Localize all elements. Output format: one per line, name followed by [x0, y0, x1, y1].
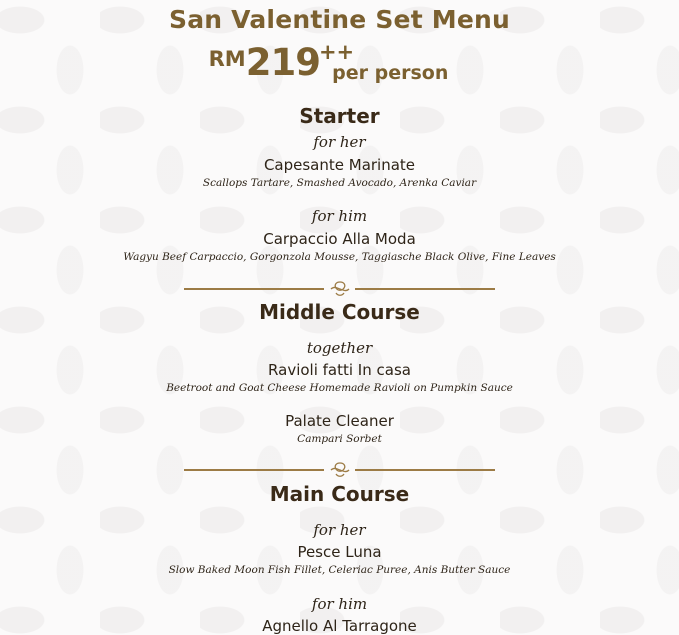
starter-him-dish: Carpaccio Alla Moda: [263, 230, 416, 248]
palate-cleaner-description: Campari Sorbet: [297, 433, 382, 445]
ornament-divider: [184, 460, 495, 480]
palate-cleaner: Palate Cleaner: [285, 412, 394, 430]
main-her-description: Slow Baked Moon Fish Fillet, Celeriac Puree, Anis Butter Sauce: [168, 564, 511, 576]
starter-her-dish: Capesante Marinate: [263, 156, 416, 174]
main-him-label: for him: [311, 595, 368, 613]
middle-heading: Middle Course: [259, 300, 420, 324]
starter-heading: Starter: [299, 104, 380, 128]
starter-him-description: Wagyu Beef Carpaccio, Gorgonzola Mousse, Taggiasche Black Olive, Fine Leaves: [123, 251, 556, 263]
starter-him-label: for him: [311, 207, 368, 225]
menu-price: [0, 40, 679, 84]
middle-description: Beetroot and Goat Cheese Homemade Ravioli on Pumpkin Sauce: [166, 382, 513, 394]
main-her-dish: Pesce Luna: [297, 543, 382, 561]
main-her-label: for her: [313, 521, 366, 539]
ornament-divider: [184, 279, 495, 299]
menu-title: San Valentine Set Menu: [169, 5, 510, 34]
price-amount: 219: [245, 41, 320, 84]
main-heading: Main Course: [269, 482, 410, 506]
starter-her-label: for her: [313, 133, 366, 151]
ornament-icon: [327, 279, 353, 299]
middle-together-label: together: [306, 339, 373, 357]
middle-dish: Ravioli fatti In casa: [268, 361, 411, 379]
main-him-dish: Agnello Al Tarragone: [262, 617, 417, 635]
price-unit: per person: [332, 62, 449, 84]
ornament-icon: [327, 460, 353, 480]
starter-her-description: Scallops Tartare, Smashed Avocado, Arenka Caviar: [202, 177, 477, 189]
price-currency: RM: [208, 47, 246, 71]
price-plus: ++: [318, 40, 355, 64]
